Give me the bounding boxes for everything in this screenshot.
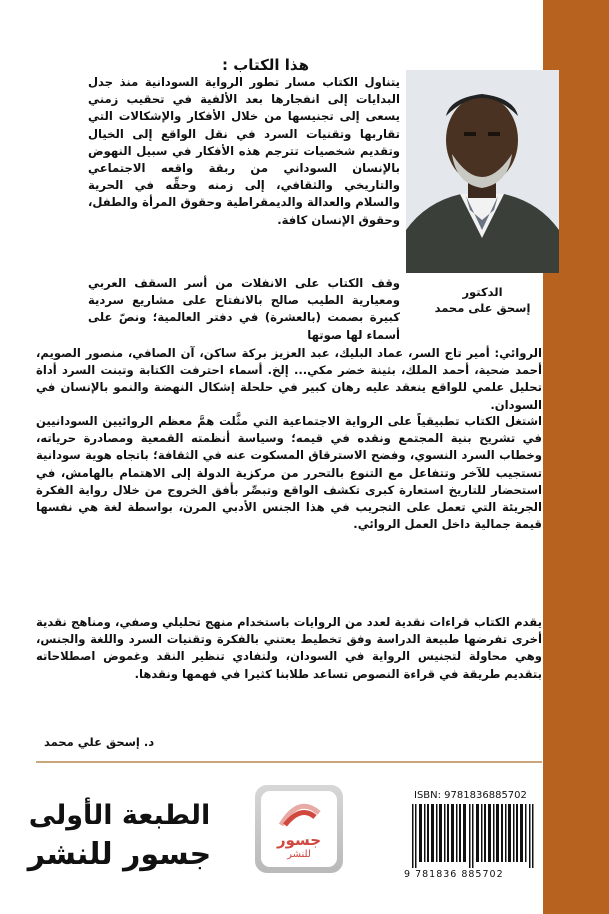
author-title: الدكتور (462, 285, 503, 299)
publisher-logo (255, 785, 343, 873)
paragraph-3: الروائي: أمير تاج السر، عماد البليك، عبد العزيز بركة ساكن، آن الصافي، منصور الصويم، أحمد ضحية، أحمد الملك، بثينة خضر مكي... إلخ. أسماء احترفت الكتابة وتبنت السرد أداة تحليل علمي للواقع ينعقد عليه رهان كبير في حلحلة إشكال النهضة والنمو بالإنسان في السودان. (36, 346, 542, 412)
logo-card (261, 791, 337, 867)
barcode-bars (412, 804, 538, 868)
divider (36, 761, 542, 763)
isbn-barcode (404, 790, 542, 882)
author-name: إسحق على محمد (434, 301, 531, 315)
isbn-label: ISBN: 9781836885702 (414, 790, 527, 801)
publisher-name: جسور للنشر (27, 837, 212, 872)
page-title: هذا الكتاب : (222, 56, 309, 74)
isbn-digits: 9 781836 885702 (404, 869, 504, 880)
paragraph-5: يقدم الكتاب قراءات نقدية لعدد من الروايات باستخدام منهج تحليلي وصفي، ومناهج نقدية أخرى تفرضها طبيعة الدراسة وفق تخطيط يعتني بالفكرة وتقنيات السرد واللغة والجنس، وهي محاولة لتجنيس الرواية في السودان، ولتفادي تنظير النقد وغموض اصطلاحاته بتقديم طريقة في قراءة النصوص تساعد طلابنا كثيرا في فهمها ونقدها. (36, 615, 542, 681)
logo-name: جسور (276, 831, 322, 849)
paragraph-2: وقف الكتاب على الانفلات من أسر السقف العربي ومعيارية الطيب صالح بالانفتاح على مشاريع سردية كبيرة بصمت (بالعشرة) في دفتر العالمية؛ ونصّ على أسماء لها صوتها (88, 276, 400, 342)
paragraph-1: يتناول الكتاب مسار تطور الرواية السودانية منذ جدل البدايات إلى انفجارها بعد الألفية في تحقيب زمني يسعى إلى تجنيسها من خلال الأفكار والإشكالات التي تقاربها وتقنيات السرد في نقل الواقع إلى الخيال وتقديم شخصيات تترجم هذه الأفكار في سبيل النهوض بالإنسان السوداني من ربقة واقعه الاجتماعي والتاريخي والثقافي، إلى زمنه وحقِّه في الحرية والسلام والعدالة والديمقراطية وحقوق المرأة والطفل، وحقوق الإنسان كافة. (88, 75, 400, 227)
logo-subtitle: للنشر (287, 849, 311, 860)
author-signature: د. إسحق علي محمد (44, 735, 155, 749)
paragraph-4: اشتغل الكتاب تطبيقياً على الرواية الاجتماعية التي مثَّلت همَّ معظم الروائيين السودانيين في تشريح بنية المجتمع ونقده في قيمه؛ وسياسة أنظمته القمعية ومصادرة حرياته، وخطاب السرد النسوي، وفضح الاسترقاق المسكوت عنه في الثقافة؛ باتجاه هوية سودانية تستجيب للآخر وتتفاعل مع التنوع بالتحرر من مركزية الدولة إلى الاهتمام بالهامش، في استحضار للتاريخ استعارة كبرى تكشف الواقع وتبصِّر بأفق الخروج من خلال رواية الفكرة الجريئة التي تعمل على التجريب في هذا الجنس الأدبي المرن، بواسطة لغة هي نفسها قيمة جمالية داخل العمل الروائي. (36, 414, 542, 532)
logo-arcs-icon (261, 791, 337, 831)
author-caption (406, 284, 559, 316)
edition-label: الطبعة الأولى (28, 800, 211, 831)
author-photo (406, 70, 559, 273)
